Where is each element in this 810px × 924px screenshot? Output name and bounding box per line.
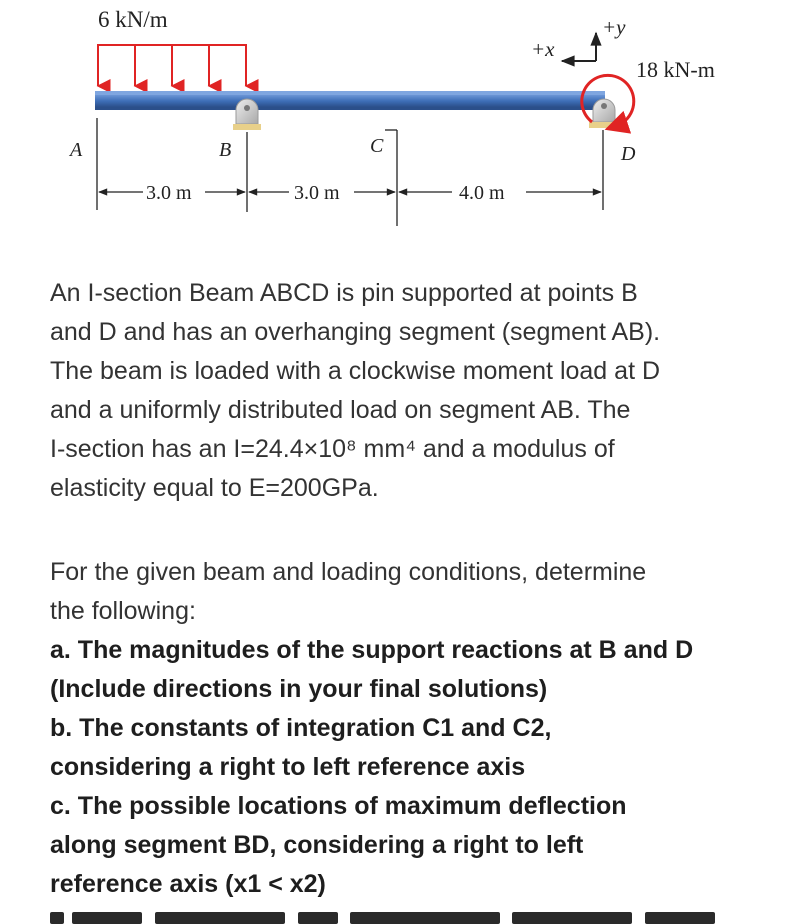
problem-questions xyxy=(50,553,780,904)
beam-top-flange xyxy=(95,91,605,95)
text-line: An I-section Beam ABCD is pin supported at points B xyxy=(50,279,638,307)
load-label: 6 kN/m xyxy=(98,7,168,32)
question-line: a. The magnitudes of the support reactions at B and D xyxy=(50,636,694,664)
point-label-d: D xyxy=(621,143,636,165)
text-line: The beam is loaded with a clockwise moment load at D xyxy=(50,357,661,385)
support-base xyxy=(589,122,619,128)
cropped-glyph xyxy=(512,912,632,924)
problem-description xyxy=(50,274,780,508)
support-base xyxy=(233,124,261,130)
pin-hole xyxy=(601,103,607,109)
dimension-label-bc: 3.0 m xyxy=(294,182,340,204)
question-line: reference axis (x1 < x2) xyxy=(50,870,326,898)
text-line: For the given beam and loading conditions, determine xyxy=(50,558,647,586)
pin-body xyxy=(593,99,615,122)
question-line: considering a right to left reference axis xyxy=(50,753,526,781)
coordinate-axes xyxy=(562,33,596,61)
dimension-label-ab: 3.0 m xyxy=(146,182,192,204)
cropped-glyph xyxy=(50,912,64,924)
pin-body xyxy=(236,99,258,124)
question-line: b. The constants of integration C1 and C2, xyxy=(50,714,552,742)
point-label-b: B xyxy=(219,139,232,161)
question-line: along segment BD, considering a right to left xyxy=(50,831,584,859)
pin-hole xyxy=(244,105,250,111)
text-line: the following: xyxy=(50,597,196,625)
cropped-glyph xyxy=(72,912,142,924)
cropped-glyph xyxy=(350,912,500,924)
cropped-glyph xyxy=(155,912,285,924)
text-line: and a uniformly distributed load on segment AB. The xyxy=(50,396,631,424)
i-beam xyxy=(95,91,605,110)
dimension-label-cd: 4.0 m xyxy=(459,182,505,204)
beam-bottom-flange xyxy=(95,107,605,110)
moment-label: 18 kN-m xyxy=(636,57,715,82)
extension-lines xyxy=(97,118,603,226)
point-label-c: C xyxy=(370,135,384,157)
beam-web xyxy=(95,95,605,107)
cropped-glyph xyxy=(298,912,338,924)
x-axis-label: +x xyxy=(531,37,555,61)
cropped-glyph xyxy=(645,912,715,924)
question-line: c. The possible locations of maximum deflection xyxy=(50,792,627,820)
text-line: and D and has an overhanging segment (segment AB). xyxy=(50,318,661,346)
cropped-text-line xyxy=(50,912,750,924)
beam-diagram xyxy=(0,0,810,240)
text-line: elasticity equal to E=200GPa. xyxy=(50,474,379,502)
distributed-load xyxy=(97,45,247,86)
y-axis-label: +y xyxy=(602,15,626,39)
question-line: (Include directions in your final solutions) xyxy=(50,675,548,703)
text-line: I-section has an I=24.4×10⁸ mm⁴ and a modulus of xyxy=(50,435,615,463)
point-label-a: A xyxy=(70,139,83,161)
